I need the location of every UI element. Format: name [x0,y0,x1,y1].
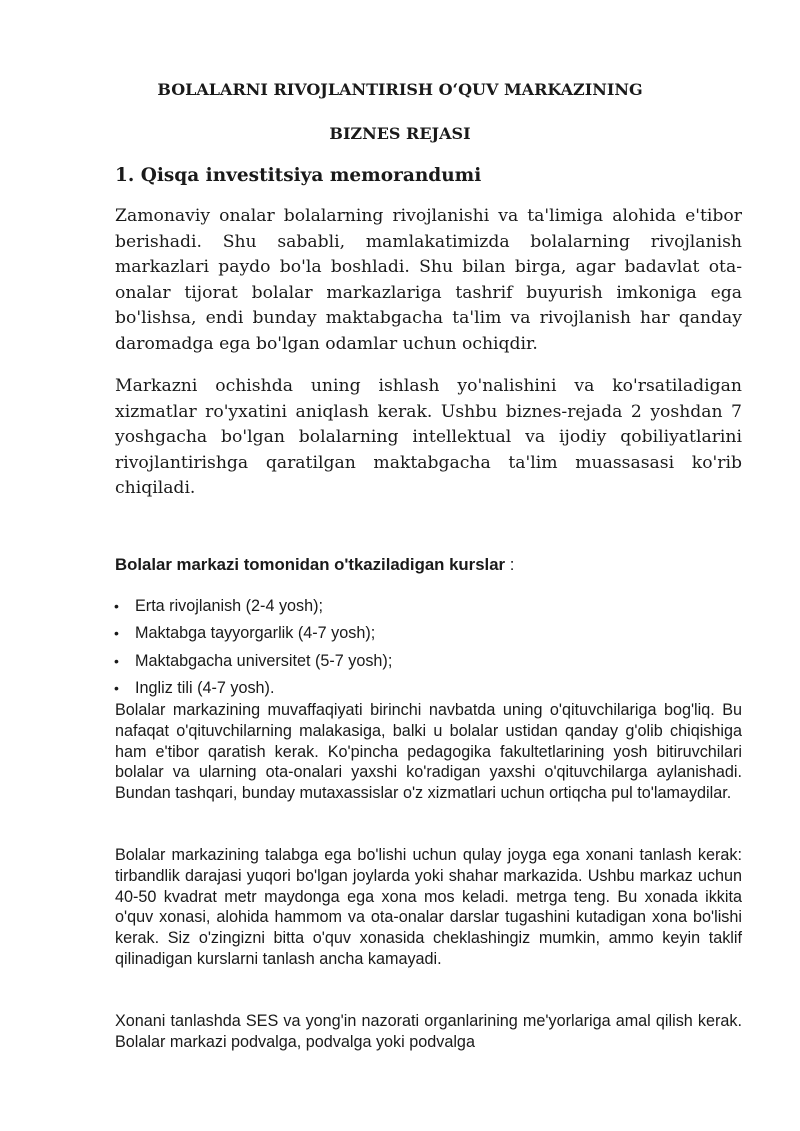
bullet-icon: • [114,679,119,696]
paragraph-regulations: Xonani tanlashda SES va yong'in nazorati organlarining me'yorlariga amal qilish kerak. Bolalar markazi podvalga, podvalga yoki podvalga [115,1012,742,1051]
bullet-icon: • [114,625,119,642]
courses-heading [115,555,514,575]
list-item [115,621,392,648]
course-label: Maktabgacha universitet (5-7 yosh); [135,651,393,670]
list-item [115,594,392,621]
courses-list [115,594,392,703]
courses-heading-text: Bolalar markazi tomonidan o'tkaziladigan kurslar [115,555,506,574]
course-label: Ingliz tili (4-7 yosh). [135,678,275,697]
paragraph-direction: Markazni ochishda uning ishlash yo'nalishini va ko'rsatiladigan xizmatlar ro'yxatini aniqlash kerak. Ushbu biznes-rejada 2 yoshdan 7 yoshgacha bo'lgan bolalarning intellektual va ijodiy qobiliyatlarini rivojlantirishga qaratilgan maktabgacha ta'lim muassasasi ko'rib chiqiladi. [115,376,742,498]
paragraph-intro: Zamonaviy onalar bolalarning rivojlanishi va ta'limiga alohida e'tibor berishadi. Shu sababli, mamlakatimizda bolalarning rivojlanish markazlari paydo bo'la boshladi. Shu bilan birga, agar badavlat ota-onalar tijorat bolalar markazlariga tashrif buyurish imkoniga ega bo'lishsa, endi bunday maktabgacha ta'lim va rivojlanish har qanday daromadga ega bo'lgan odamlar uchun ochiqdir. [115,206,742,354]
course-label: Maktabga tayyorgarlik (4-7 yosh); [135,624,376,643]
section-heading: 1. Qisqa investitsiya memorandumi [115,165,482,186]
list-item [115,649,392,676]
course-label: Erta rivojlanish (2-4 yosh); [135,597,324,615]
paragraph-premises: Bolalar markazining talabga ega bo'lishi uchun qulay joyga ega xonani tanlash kerak: tirbandlik darajasi yuqori bo'lgan joylarda yoki shahar markazida. Ushbu markaz uchun 40-50 kvadrat metr maydonga ega xona mos keladi. metrga teng. Bu xonada ikkita o'quv xonasi, alohida hammom va ota-onalar darslar tugashini kutadigan xona bo'lishi kerak. Siz o'zingizni bitta o'quv xonasida cheklashingiz mumkin, ammo keyin taklif qilinadigan kurslarni tanlash ancha kamayadi. [115,846,742,968]
bullet-icon: • [114,598,119,614]
paragraph-teachers: Bolalar markazining muvaffaqiyati birinchi navbatda uning o'qituvchilariga bog'liq. Bu nafaqat o'qituvchilarning malakasiga, balki u bolalar ustidan qanday g'olib chiqishiga ham e'tibor qaratish kerak. Ko'pincha pedagogika fakultetlarining yosh bitiruvchilari bolalar va ularning ota-onalari yaxshi ko'radigan yaxshi o'qituvchilarga aylanishadi. Bundan tashqari, bunday mutaxassislar o'z xizmatlari uchun ortiqcha pul to'lamaydilar. [115,701,742,803]
document-title-line1: BOLALARNI RIVOJLANTIRISH O‘QUV MARKAZINING [157,80,643,99]
courses-heading-colon: : [505,555,515,574]
document-title-line2: BIZNES REJASI [329,124,471,143]
bullet-icon: • [114,652,119,669]
